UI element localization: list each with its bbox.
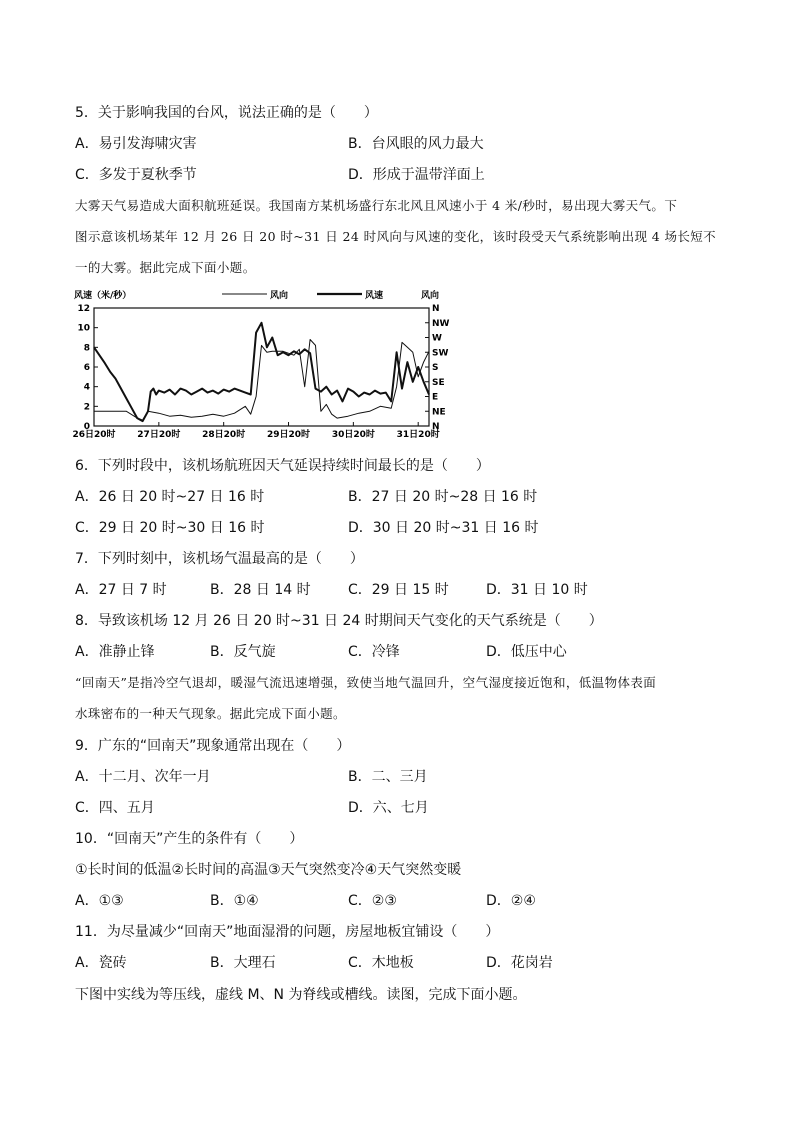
y-right-tick-label: NE bbox=[432, 407, 446, 418]
x-tick-label: 30日20时 bbox=[331, 430, 375, 440]
series-wind-speed-line bbox=[94, 323, 429, 421]
passage2-line1: “回南天”是指冷空气退却，暖湿气流迅速增强，致使当地气温回升，空气湿度接近饱和，低温物体表面 bbox=[75, 675, 657, 690]
y-right-tick-label: NW bbox=[432, 318, 450, 329]
q9-option-b[interactable]: B．二、三月 bbox=[348, 769, 428, 785]
q5-stem: 5．关于影响我国的台风，说法正确的是（ ） bbox=[75, 105, 378, 121]
y-left-tick-label: 8 bbox=[83, 343, 90, 354]
q11-option-d[interactable]: D．花岗岩 bbox=[486, 955, 553, 971]
y-left-tick-label: 4 bbox=[83, 382, 90, 393]
q5-option-a[interactable]: A．易引发海啸灾害 bbox=[75, 136, 197, 152]
y-right-tick-label: SE bbox=[432, 377, 445, 388]
y-axis-left-label: 风速（米/秒） bbox=[74, 291, 132, 301]
y-axis-right-label: 风向 bbox=[421, 291, 440, 301]
q5-option-d[interactable]: D．形成于温带洋面上 bbox=[348, 167, 485, 183]
q8-option-d[interactable]: D．低压中心 bbox=[486, 644, 567, 660]
x-tick-label: 29日20时 bbox=[266, 430, 311, 440]
q10-option-b[interactable]: B．①④ bbox=[210, 893, 259, 909]
q7-option-c[interactable]: C．29 日 15 时 bbox=[348, 582, 449, 598]
q5-option-c[interactable]: C．多发于夏秋季节 bbox=[75, 167, 197, 183]
q11-option-c[interactable]: C．木地板 bbox=[348, 955, 414, 971]
q7-stem: 7．下列时刻中，该机场气温最高的是（ ） bbox=[75, 551, 364, 567]
x-tick-label: 26日20时 bbox=[72, 430, 116, 440]
q7-option-d[interactable]: D．31 日 10 时 bbox=[486, 582, 588, 598]
q8-stem: 8．导致该机场 12 月 26 日 20 时~31 日 24 时期间天气变化的天气系统是（ ） bbox=[75, 613, 603, 629]
q9-option-d[interactable]: D．六、七月 bbox=[348, 800, 429, 816]
q6-option-c[interactable]: C．29 日 20 时~30 日 16 时 bbox=[75, 520, 265, 536]
q10-option-c[interactable]: C．②③ bbox=[348, 893, 397, 909]
wind-chart bbox=[72, 286, 472, 446]
q9-stem: 9．广东的“回南天”现象通常出现在（ ） bbox=[75, 738, 351, 754]
legend-direction-label: 风向 bbox=[270, 291, 289, 301]
q10-option-a[interactable]: A．①③ bbox=[75, 893, 124, 909]
q10-conditions: ①长时间的低温②长时间的高温③天气突然变冷④天气突然变暖 bbox=[75, 862, 462, 878]
next-figure-intro: 下图中实线为等压线，虚线 M、N 为脊线或槽线。读图，完成下面小题。 bbox=[75, 987, 527, 1003]
y-right-tick-label: N bbox=[432, 304, 440, 314]
q5-option-b[interactable]: B．台风眼的风力最大 bbox=[348, 136, 484, 152]
q7-option-b[interactable]: B．28 日 14 时 bbox=[210, 582, 311, 598]
passage1-line2: 图示意该机场某年 12 月 26 日 20 时~31 日 24 时风向与风速的变化，该时段受天气系统影响出现 4 场长短不 bbox=[75, 229, 717, 244]
q7-option-a[interactable]: A．27 日 7 时 bbox=[75, 582, 167, 598]
x-tick-label: 31日20时 bbox=[396, 430, 440, 440]
q8-option-b[interactable]: B．反气旋 bbox=[210, 644, 276, 660]
q11-option-a[interactable]: A．瓷砖 bbox=[75, 955, 127, 971]
q10-stem: 10．“回南天”产生的条件有（ ） bbox=[75, 831, 304, 847]
q8-option-c[interactable]: C．冷锋 bbox=[348, 644, 400, 660]
q8-option-a[interactable]: A．准静止锋 bbox=[75, 644, 155, 660]
q9-option-c[interactable]: C．四、五月 bbox=[75, 800, 155, 816]
x-tick-label: 27日20时 bbox=[137, 430, 181, 440]
q6-option-b[interactable]: B．27 日 20 时~28 日 16 时 bbox=[348, 489, 538, 505]
y-left-tick-label: 10 bbox=[77, 323, 90, 334]
y-right-tick-label: N bbox=[432, 422, 440, 432]
passage2-line2: 水珠密布的一种天气现象。据此完成下面小题。 bbox=[75, 706, 346, 721]
q11-option-b[interactable]: B．大理石 bbox=[210, 955, 276, 971]
passage1-line1: 大雾天气易造成大面积航班延误。我国南方某机场盛行东北风且风速小于 4 米/秒时，易出现大雾天气。下 bbox=[75, 198, 678, 213]
q6-stem: 6．下列时段中，该机场航班因天气延误持续时间最长的是（ ） bbox=[75, 458, 490, 474]
series-wind-direction-line bbox=[94, 340, 429, 421]
y-right-tick-label: W bbox=[432, 333, 442, 344]
y-left-tick-label: 2 bbox=[83, 402, 90, 413]
y-right-tick-label: S bbox=[432, 363, 439, 373]
x-tick-label: 28日20时 bbox=[202, 430, 246, 440]
q6-option-a[interactable]: A．26 日 20 时~27 日 16 时 bbox=[75, 489, 265, 505]
y-left-tick-label: 6 bbox=[83, 363, 90, 373]
legend-speed-label: 风速 bbox=[365, 291, 384, 301]
q10-option-d[interactable]: D．②④ bbox=[486, 893, 536, 909]
q9-option-a[interactable]: A．十二月、次年一月 bbox=[75, 769, 211, 785]
y-left-tick-label: 12 bbox=[77, 304, 90, 314]
y-left-tick-label: 0 bbox=[83, 422, 90, 432]
passage1-line3: 一的大雾。据此完成下面小题。 bbox=[75, 260, 256, 275]
q6-option-d[interactable]: D．30 日 20 时~31 日 16 时 bbox=[348, 520, 539, 536]
y-right-tick-label: SW bbox=[432, 348, 449, 359]
y-right-tick-label: E bbox=[432, 392, 439, 403]
q11-stem: 11．为尽量减少“回南天”地面湿滑的问题，房屋地板宜铺设（ ） bbox=[75, 924, 500, 940]
